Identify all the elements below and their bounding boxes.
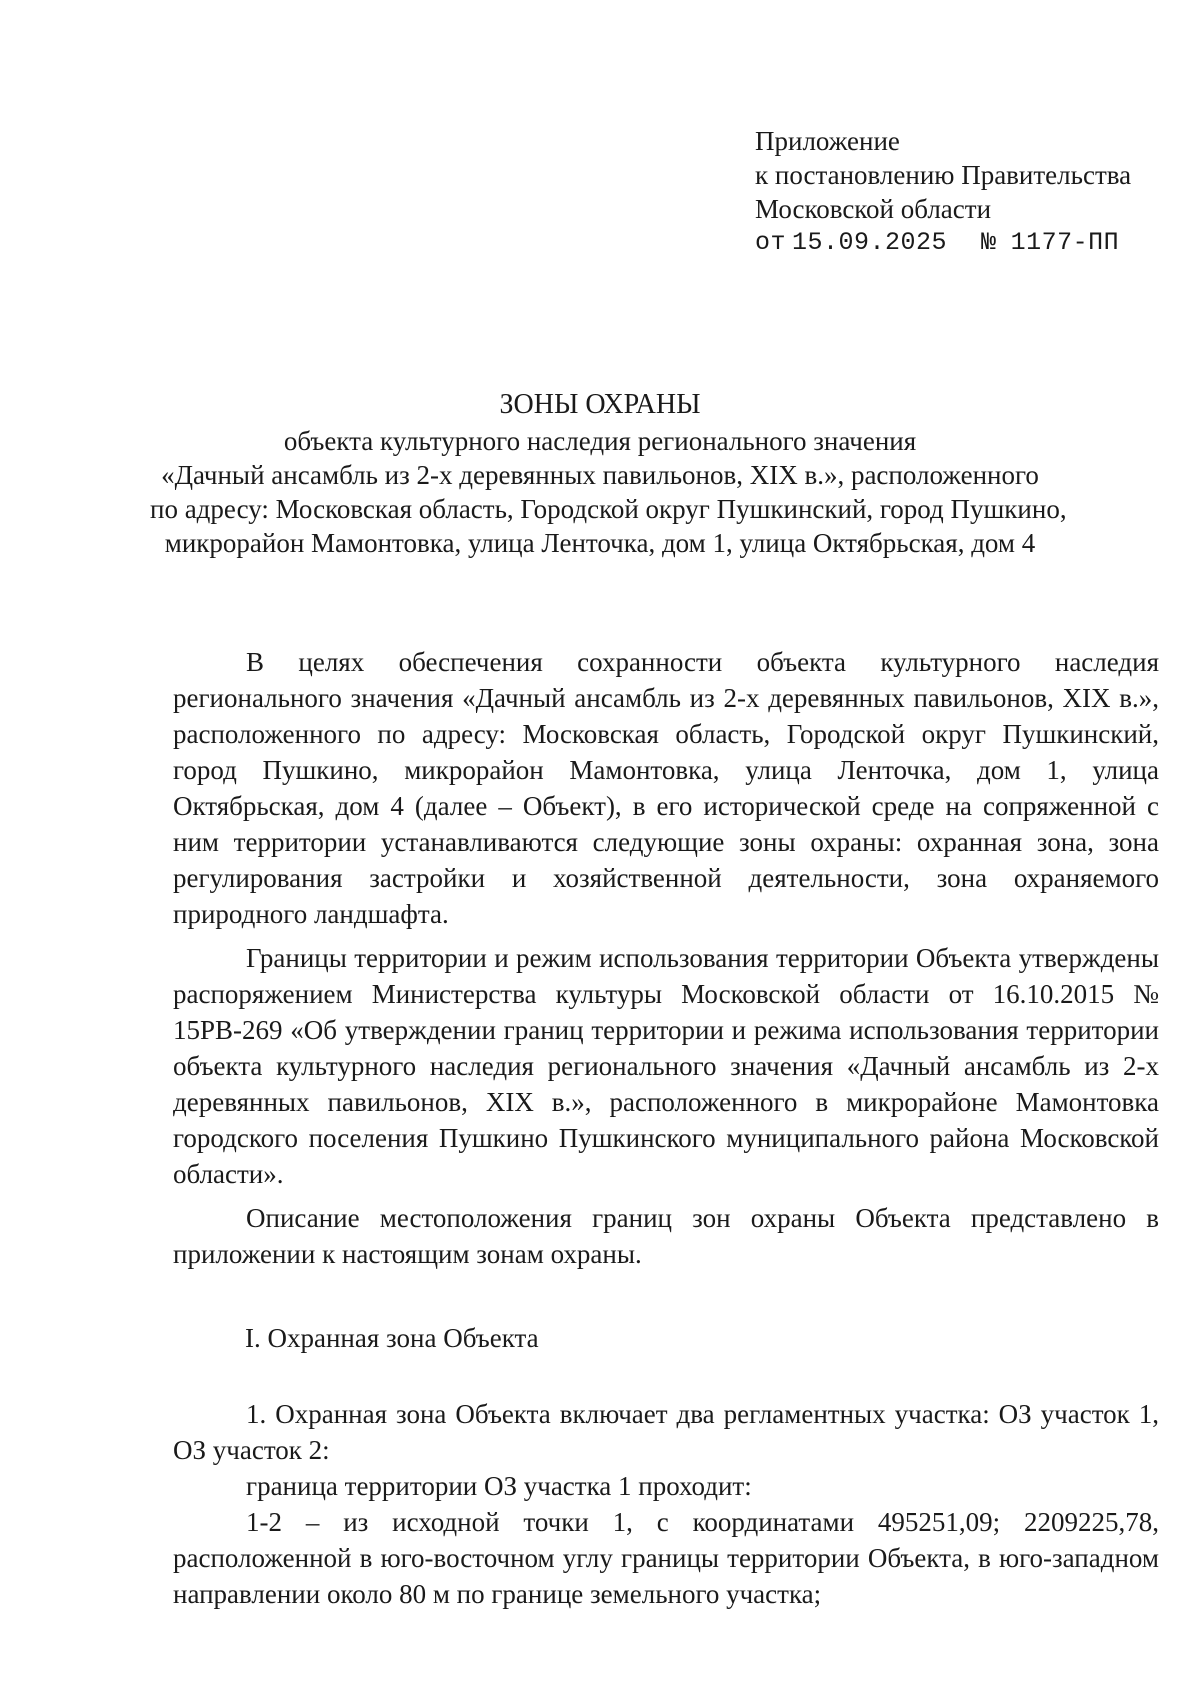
appendix-reference: к постановлению Правительства [755,160,1132,190]
appendix-header [755,124,1131,260]
paragraph-purpose: В целях обеспечения сохранности объекта культурного наследия регионального значения «Дачный ансамбль из 2-х деревянных павильонов, XIX в.», расположенного по адресу: Московская область, Городской округ Пушкинский, город Пушкино, микрорайон Мамонтовка, улица Ленточка, дом 1, улица Октябрьская, дом 4 (далее – Объект), в его исторической среде на сопряженной с ним территории устанавливаются следующие зоны охраны: охранная зона, зона регулирования застройки и хозяйственной деятельности, зона охраняемого природного ландшафта. [173,647,1159,929]
item-1: 1. Охранная зона Объекта включает два регламентных участка: ОЗ участок 1, ОЗ участок 2: [173,1399,1159,1465]
page-title: ЗОНЫ ОХРАНЫ [499,389,701,420]
decree-stamp [755,226,1131,260]
document-body [173,644,1159,1612]
decree-number: 1177-ПП [1010,228,1120,257]
decree-date: 15.09.2025 [792,228,948,257]
stamp-prefix: от [755,228,787,257]
document-title [150,388,1067,560]
item-boundary-intro: граница территории ОЗ участка 1 проходит: [246,1471,752,1501]
title-line-2: «Дачный ансамбль из 2-х деревянных павильонов, XIX в.», расположенного [161,460,1039,490]
appendix-authority: Московской области [755,194,992,224]
item-segment-1-2: 1-2 – из исходной точки 1, с координатами 495251,09; 2209225,78, расположенной в юго-восточном углу границы территории Объекта, в юго-западном направлении около 80 м по границе земельного участка; [173,1507,1159,1609]
paragraph-boundaries: Границы территории и режим использования территории Объекта утверждены распоряжением Министерства культуры Московской области от 16.10.2015 № 15РВ-269 «Об утверждении границ территории и режима использования территории объекта культурного наследия регионального значения «Дачный ансамбль из 2-х деревянных павильонов, XIX в.», расположенного в микрорайоне Мамонтовка городского поселения Пушкино Пушкинского муниципального района Московской области». [173,943,1159,1189]
appendix-label: Приложение [755,126,900,156]
title-line-1: объекта культурного наследия регионального значения [283,426,917,456]
number-sign: № [981,228,997,257]
paragraph-description: Описание местоположения границ зон охраны Объекта представлено в приложении к настоящим зонам охраны. [173,1203,1159,1269]
title-line-3: по адресу: Московская область, Городской округ Пушкинский, город Пушкино, [150,494,1067,524]
title-line-4: микрорайон Мамонтовка, улица Ленточка, дом 1, улица Октябрьская, дом 4 [164,528,1036,558]
section-heading: I. Охранная зона Объекта [245,1323,539,1353]
